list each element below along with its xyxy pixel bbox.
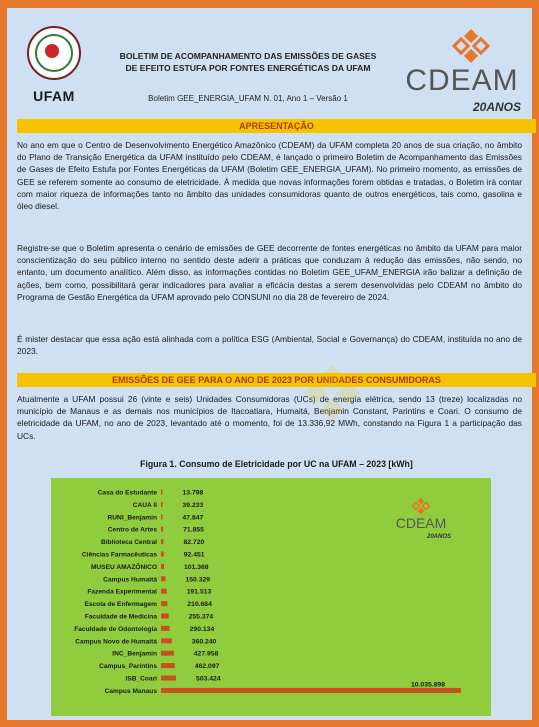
chart-bar [161,626,170,631]
chart-value-label: 150.329 [185,576,211,584]
chart-bar [161,589,167,594]
chart-bar [161,651,174,656]
chart-category-label: CAUA II [132,501,157,509]
bulletin-title-line2: DE EFEITO ESTUFA POR FONTES ENERGÉTICAS DA UFAM [125,63,371,73]
ufam-seal-icon [27,26,81,80]
bulletin-title [103,50,393,74]
chart-category-label: Campus Manaus [104,687,157,695]
bulletin-title-line1: BOLETIM DE ACOMPANHAMENTO DAS EMISSÕES DE GASES [119,51,377,61]
chart-value-label: 10.035.898 [410,681,445,689]
chart-svg [51,478,491,716]
chart-bar [161,490,163,495]
chart-logo-anos: 20ANOS [426,534,452,540]
chart-category-label: Campus Humaitá [103,576,157,584]
chart-bar [161,676,176,681]
chart-bar [161,502,163,507]
ufam-label: UFAM [33,88,75,104]
section-apresentacao: APRESENTAÇÃO [17,119,536,133]
chart-category-label: Biblioteca Central [100,539,157,547]
chart-category-label: Fazenda Experimental [87,588,157,596]
chart-value-label: 360.240 [191,638,217,646]
chart-category-label: Ciências Farmacêuticas [81,551,157,559]
chart-category-label: RUNI_Benjamin [107,514,157,522]
chart-category-label: INC_Benjamin [112,650,157,658]
chart-category-label: MUSEU AMAZÔNICO [90,563,157,571]
chart-value-label: 39.233 [182,501,204,509]
chart-value-label: 13.798 [182,489,204,497]
chart-value-label: 47.847 [182,514,204,522]
chart-bar [161,576,165,581]
chart-category-label: Centro de Artes [107,526,157,534]
chart-value-label: 191.513 [186,588,212,596]
bulletin-subtitle: Boletim GEE_ENERGIA_UFAM N. 01, Ano 1 – Versão 1 [148,94,348,103]
paragraph-units: Atualmente a UFAM possui 26 (vinte e seis) Unidades Consumidoras (UCs) de energia elétrica, sendo 13 (treze) localizadas no município de Manaus e as demais nos municípios de Itacoatiara, Humaitá, Benjamin Constant, Parintins e Coari. O consumo de eletricidade da UFAM, no ano de 2023, levantado até o momento, foi de 13.336,92 MWh, constando na Figura 1 a participação das UCs. [17,394,522,441]
chart-category-label: Faculdade de Odontologia [74,625,157,633]
paragraph-esg: É mister destacar que essa ação está alinhada com a política ESG (Ambiental, Social e Governança) do CDEAM, instituída no ano de 2023. [17,334,522,357]
chart-bar [161,601,167,606]
chart-category-label: Campus_Parintins [99,663,157,671]
chart-value-label: 427.958 [193,650,219,658]
chart-bar [161,688,461,693]
paragraph-context: Registre-se que o Boletim apresenta o cenário de emissões de GEE decorrente de fontes energéticas no âmbito da UFAM para maior conscientização do seu público interno no sentido deste aderir a práticas que conduzam à redução das emissões, não sendo, no entanto, um documento analítico. Além disso, as informações contidas no Boletim GEE_UFAM_ENERGIA irão balizar a definição de ações, bem como, possibilitará gerar indicadores para avaliar a eficácia destas a serem desenvolvidas pelo CDEAM no âmbito do Programa de Gestão Energética da UFAM aprovado pelo CONSUNI no dia 28 de fevereiro de 2024. [17,243,522,302]
chart-logo-word: CDEAM [395,515,447,531]
chart-value-label: 290.134 [189,625,215,633]
chart-category-label: Escola de Enfermagem [84,601,157,609]
ufam-logo [23,26,85,104]
chart-value-label: 462.097 [194,663,220,671]
chart-value-label: 255.374 [188,613,214,621]
chart-value-label: 92.451 [183,551,205,559]
chart-category-label: Campus Novo de Humaitá [75,638,157,646]
cdeam-anos-label: 20ANOS [472,100,521,114]
cdeam-logo [393,26,531,116]
chart-bar [161,614,169,619]
chart-category-label: Casa do Estudante [97,489,157,497]
chart-value-label: 210.684 [187,601,212,609]
cdeam-wordmark: CDEAM [405,64,519,97]
chart-value-label: 101.368 [184,563,209,571]
paragraph-intro: No ano em que o Centro de Desenvolvimento Energético Amazônico (CDEAM) da UFAM completa 20 anos de sua criação, no âmbito do Plano de Transição Energética da UFAM instituído pelo CDEAM, é lançado o primeiro Boletim de Acompanhamento das Emissões de Gases de Efeito Estufa por Fontes Energéticas da UFAM (Boletim GEE_ENERGIA_UFAM). No primeiro momento, as emissões de GEE se referem somente ao consumo de eletricidade. À medida que novas informações forem obtidas e tratadas, o Boletim irá contar com maior riqueza de informações tanto no âmbito das unidades consumidoras quanto de outros energéticos, tais como, gasolina e óleo diesel. [17,140,522,212]
section-emissoes: EMISSÕES DE GEE PARA O ANO DE 2023 POR UNIDADES CONSUMIDORAS [17,373,536,387]
chart-bar [161,564,164,569]
chart-bar [161,514,163,519]
chart-value-label: 82.720 [183,539,205,547]
chart-bar [161,552,164,557]
figure-title: Figura 1. Consumo de Eletricidade por UC na UFAM – 2023 [kWh] [140,459,413,469]
chart-bar [161,527,163,532]
chart-value-label: 71.855 [183,526,204,534]
chart-category-label: ISB_Coari [125,675,157,683]
chart-bar [161,539,163,544]
cdeam-watermark-icon [257,358,407,488]
chart-cdeam-logo [396,498,451,540]
consumption-chart [51,478,491,716]
chart-bar [161,638,172,643]
chart-bar [161,663,175,668]
chart-category-label: Faculdade de Medicina [84,613,157,621]
chart-value-label: 503.424 [196,675,221,683]
